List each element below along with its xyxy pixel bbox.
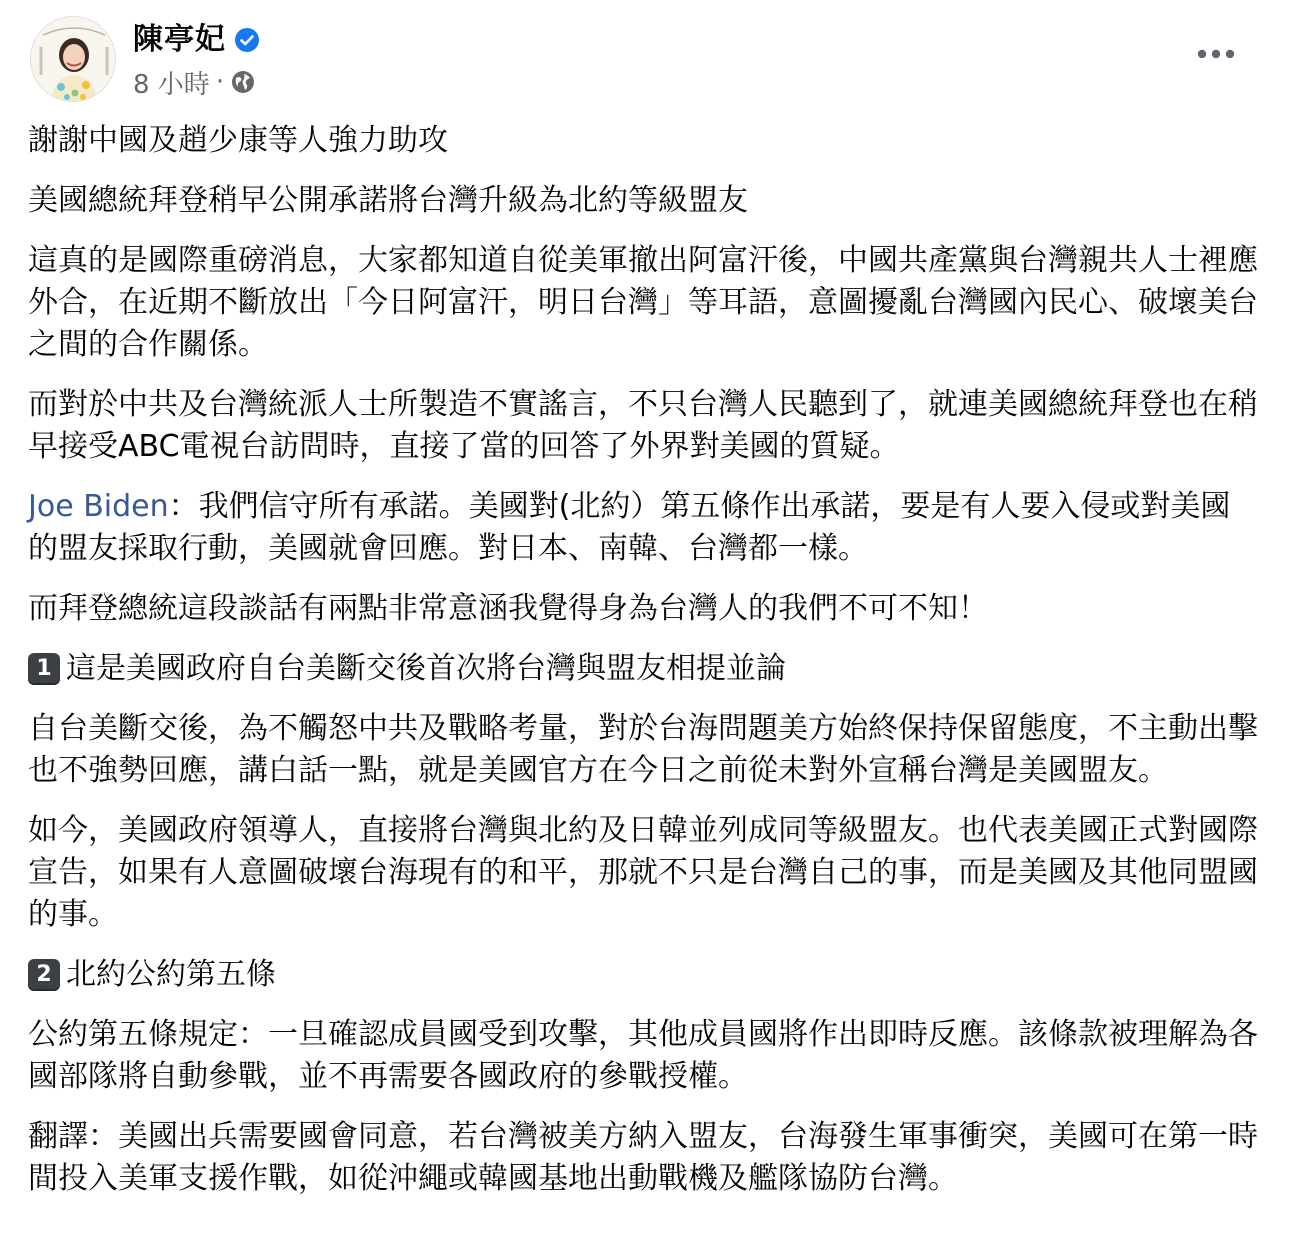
point-heading-text: 北約公約第五條 — [66, 957, 276, 992]
post-paragraph: 謝謝中國及趙少康等人強力助攻 — [28, 123, 448, 158]
post-paragraph: 公約第五條規定：一旦確認成員國受到攻擊，其他成員國將作出即時反應。該條款被理解為各國部隊將自動參戰，並不再需要各國政府的參戰授權。 — [28, 1017, 1258, 1094]
intro-paragraph: 而拜登總統這段談話有兩點非常意涵我覺得身為台灣人的我們不可不知！ — [28, 591, 988, 626]
point-heading — [28, 648, 1260, 690]
post-paragraph: 而對於中共及台灣統派人士所製造不實謠言，不只台灣人民聽到了，就連美國總統拜登也在稍早接受ABC電視台訪問時，直接了當的回答了外界對美國的質疑。 — [28, 387, 1258, 464]
keycap-two-icon: 2 — [28, 959, 60, 991]
quote-text: ：我們信守所有承諾。美國對(北約）第五條作出承諾，要是有人要入侵或對美國的盟友採取行動，美國就會回應。對日本、南韓、台灣都一樣。 — [28, 489, 1231, 566]
globe-icon[interactable] — [230, 69, 256, 95]
author-name[interactable]: 陳亭妃 — [133, 22, 226, 57]
more-options-button[interactable] — [1192, 36, 1240, 72]
post-meta — [133, 62, 256, 102]
post-header — [0, 0, 1290, 115]
meta-separator: · — [215, 67, 225, 97]
author-avatar[interactable] — [30, 16, 116, 102]
post-paragraph: 自台美斷交後，為不觸怒中共及戰略考量，對於台海問題美方始終保持保留態度，不主動出擊也不強勢回應，講白話一點，就是美國官方在今日之前從未對外宣稱台灣是美國盟友。 — [28, 711, 1258, 788]
verified-badge-icon — [234, 27, 260, 53]
mention-link-joe-biden[interactable]: Joe Biden — [28, 489, 169, 524]
point-heading-text: 這是美國政府自台美斷交後首次將台灣與盟友相提並論 — [66, 651, 786, 686]
quote-paragraph — [28, 486, 1260, 570]
post-paragraph: 翻譯：美國出兵需要國會同意，若台灣被美方納入盟友，台海發生軍事衝突，美國可在第一時間投入美軍支援作戰，如從沖繩或韓國基地出動戰機及艦隊協防台灣。 — [28, 1119, 1258, 1196]
post-paragraph: 如今，美國政府領導人，直接將台灣與北約及日韓並列成同等級盟友。也代表美國正式對國際宣告，如果有人意圖破壞台海現有的和平，那就不只是台灣自己的事，而是美國及其他同盟國的事。 — [28, 813, 1258, 932]
post-paragraph: 美國總統拜登稍早公開承諾將台灣升級為北約等級盟友 — [28, 183, 748, 218]
author-row — [133, 18, 260, 62]
keycap-one-icon: 1 — [28, 653, 60, 685]
more-options-icon — [1196, 49, 1236, 59]
post-body — [28, 120, 1260, 1218]
point-heading — [28, 954, 1260, 996]
post-timestamp[interactable]: 8 小時 — [133, 69, 210, 100]
avatar-portrait — [31, 17, 116, 102]
post-paragraph: 這真的是國際重磅消息，大家都知道自從美軍撤出阿富汗後，中國共產黨與台灣親共人士裡應外合，在近期不斷放出「今日阿富汗，明日台灣」等耳語，意圖擾亂台灣國內民心、破壞美台之間的合作關係。 — [28, 243, 1258, 362]
